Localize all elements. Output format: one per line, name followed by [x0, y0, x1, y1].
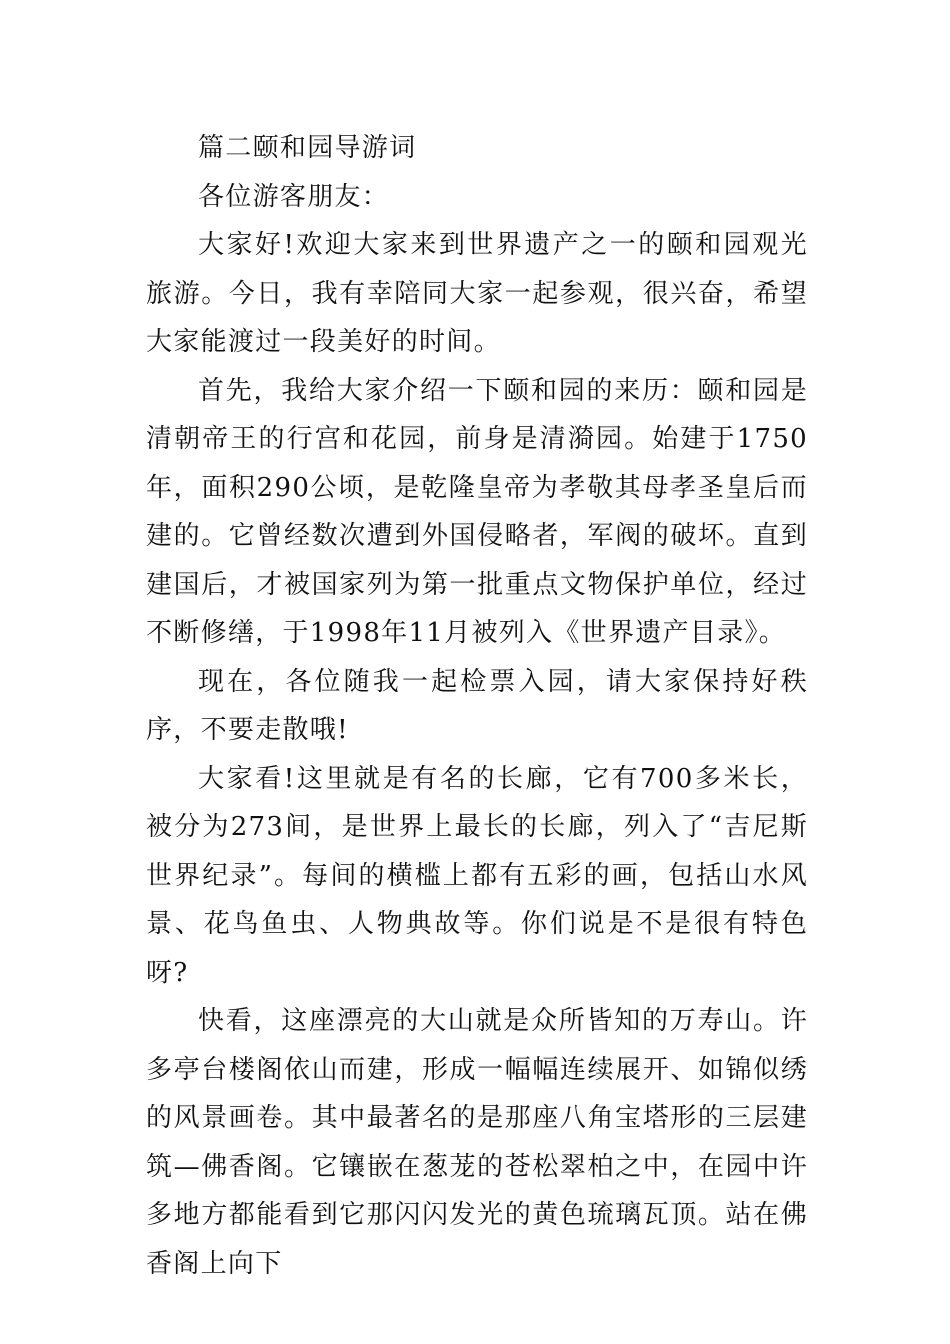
- paragraph-welcome: 大家好!欢迎大家来到世界遗产之一的颐和园观光旅游。今日，我有幸陪同大家一起参观，很兴奋，希望大家能渡过一段美好的时间。: [146, 230, 808, 357]
- paragraph-entry: 现在，各位随我一起检票入园，请大家保持好秩序，不要走散哦!: [146, 666, 808, 745]
- paragraph-longevity-hill: 快看，这座漂亮的大山就是众所皆知的万寿山。许多亭台楼阁依山而建，形成一幅幅连续展开、如锦似绣的风景画卷。其中最著名的是那座八角宝塔形的三层建筑—佛香阁。它镶嵌在葱茏的苍松翠柏之中，在园中许多地方都能看到它那闪闪发光的黄色琉璃瓦顶。站在佛香阁上向下: [146, 1006, 808, 1279]
- document-body: [146, 124, 808, 1288]
- paragraph-long-corridor: 大家看!这里就是有名的长廊，它有700多米长，被分为273间，是世界上最长的长廊，列入了“吉尼斯世界纪录”。每间的横槛上都有五彩的画，包括山水风景、花鸟鱼虫、人物典故等。你们说是不是很有特色呀?: [146, 763, 808, 988]
- document-title: 篇二颐和园导游词: [198, 133, 417, 163]
- paragraph-greeting: 各位游客朋友：: [198, 181, 390, 212]
- paragraph-history: 首先，我给大家介绍一下颐和园的来历：颐和园是清朝帝王的行宫和花园，前身是清漪园。始建于1750年，面积290公顷，是乾隆皇帝为孝敬其母孝圣皇后而建的。它曾经数次遭到外国侵略者，军阀的破坏。直到建国后，才被国家列为第一批重点文物保护单位，经过不断修缮，于1998年11月被列入《世界遗产目录》。: [146, 375, 808, 648]
